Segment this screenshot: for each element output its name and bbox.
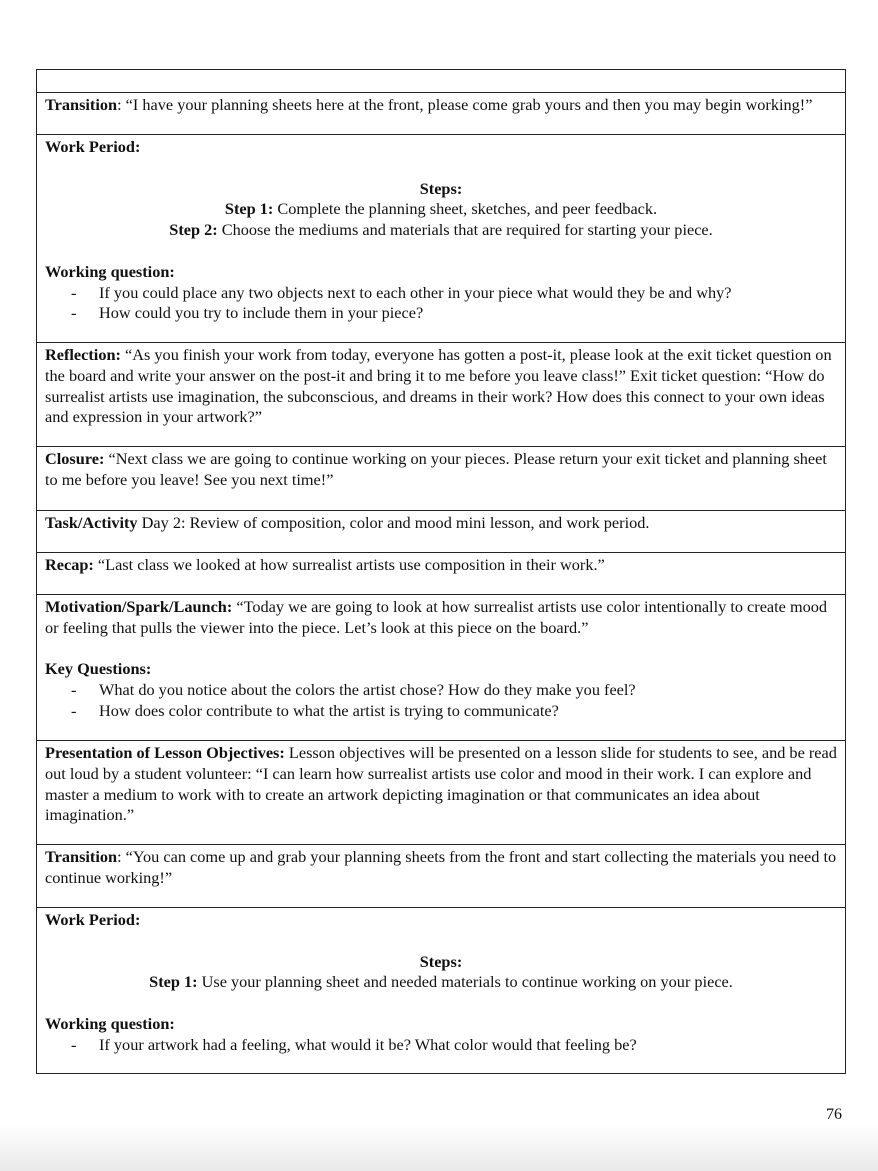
transition-row: [37, 92, 845, 134]
list-item: - If you could place any two objects next to each other in your piece what would they be and why?: [67, 283, 837, 304]
row-label: Motivation/Spark/Launch:: [45, 597, 233, 616]
closure-row: [37, 446, 845, 510]
transition-row: [37, 844, 845, 907]
steps-heading: Steps:: [419, 178, 463, 198]
page-number: 76: [826, 1106, 842, 1123]
row-text: “Next class we are going to continue working on your pieces. Please return your exit ticket and planning sheet to me before you leave! See you next time!”: [45, 449, 827, 489]
lesson-objectives-row: [37, 740, 845, 844]
reflection-row: [37, 342, 845, 446]
row-text: “Last class we looked at how surrealist artists use composition in their work.”: [93, 555, 605, 574]
working-question-list: [45, 1035, 837, 1056]
list-item: - If your artwork had a feeling, what would it be? What color would that feeling be?: [67, 1035, 837, 1056]
key-questions-list: [45, 680, 837, 722]
working-question-list: [45, 283, 837, 325]
row-label: Transition: [45, 847, 118, 866]
row-label: Work Period:: [45, 137, 141, 156]
step-1: Step 1: Use your planning sheet and needed materials to continue working on your piece.: [149, 972, 733, 992]
list-item: - What do you notice about the colors the artist chose? How do they make you feel?: [67, 680, 837, 701]
row-label: Transition: [45, 95, 118, 114]
recap-row: [37, 552, 845, 594]
working-question-heading: Working question:: [45, 1013, 175, 1033]
row-text: Day 2: Review of composition, color and mood mini lesson, and work period.: [137, 513, 650, 532]
row-text: : “I have your planning sheets here at the front, please come grab yours and then you may begin working!”: [117, 95, 813, 114]
step-1: Step 1: Complete the planning sheet, sketches, and peer feedback.: [224, 199, 658, 219]
work-period-row: [37, 907, 845, 1073]
list-item: - How could you try to include them in your piece?: [67, 303, 837, 324]
steps-heading: Steps:: [419, 951, 463, 971]
key-questions-heading: Key Questions:: [45, 659, 152, 679]
work-period-row: [37, 134, 845, 342]
working-question-heading: Working question:: [45, 261, 175, 281]
row-label: Work Period:: [45, 910, 141, 929]
lesson-plan-table: [36, 69, 846, 1074]
row-text: : “You can come up and grab your planning sheets from the front and start collecting the materials you need to continue working!”: [45, 847, 837, 887]
row-text: “Today we are going to look at how surrealist artists use color intentionally to create mood or feeling that pulls the viewer into the piece. Let’s look at this piece on the board.”: [45, 597, 828, 637]
step-2: Step 2: Choose the mediums and materials that are required for starting your piece.: [169, 220, 713, 240]
row-label: Recap:: [45, 555, 94, 574]
row-text: Lesson objectives will be presented on a lesson slide for students to see, and be read out loud by a student volunteer: “I can learn how surrealist artists use color and mood in their work. I can explore and master a medium to work with to create an artwork depicting imagination or that communicates an idea about imagination.”: [45, 743, 837, 825]
list-item: - How does color contribute to what the artist is trying to communicate?: [67, 701, 837, 722]
row-label: Closure:: [45, 449, 105, 468]
motivation-row: [37, 594, 845, 740]
empty-header-row: [37, 70, 845, 92]
row-label: Task/Activity: [45, 513, 138, 532]
row-label: Presentation of Lesson Objectives:: [45, 743, 285, 762]
task-activity-row: [37, 510, 845, 552]
row-text: “As you finish your work from today, everyone has gotten a post-it, please look at the exit ticket question on the board and write your answer on the post-it and bring it to me before you leave class!” Exit ticket question: “How do surrealist artists use imagination, the subconscious, and dreams in their work? How does this connect to your own ideas and expression in your artwork?”: [45, 345, 832, 427]
row-label: Reflection:: [45, 345, 121, 364]
